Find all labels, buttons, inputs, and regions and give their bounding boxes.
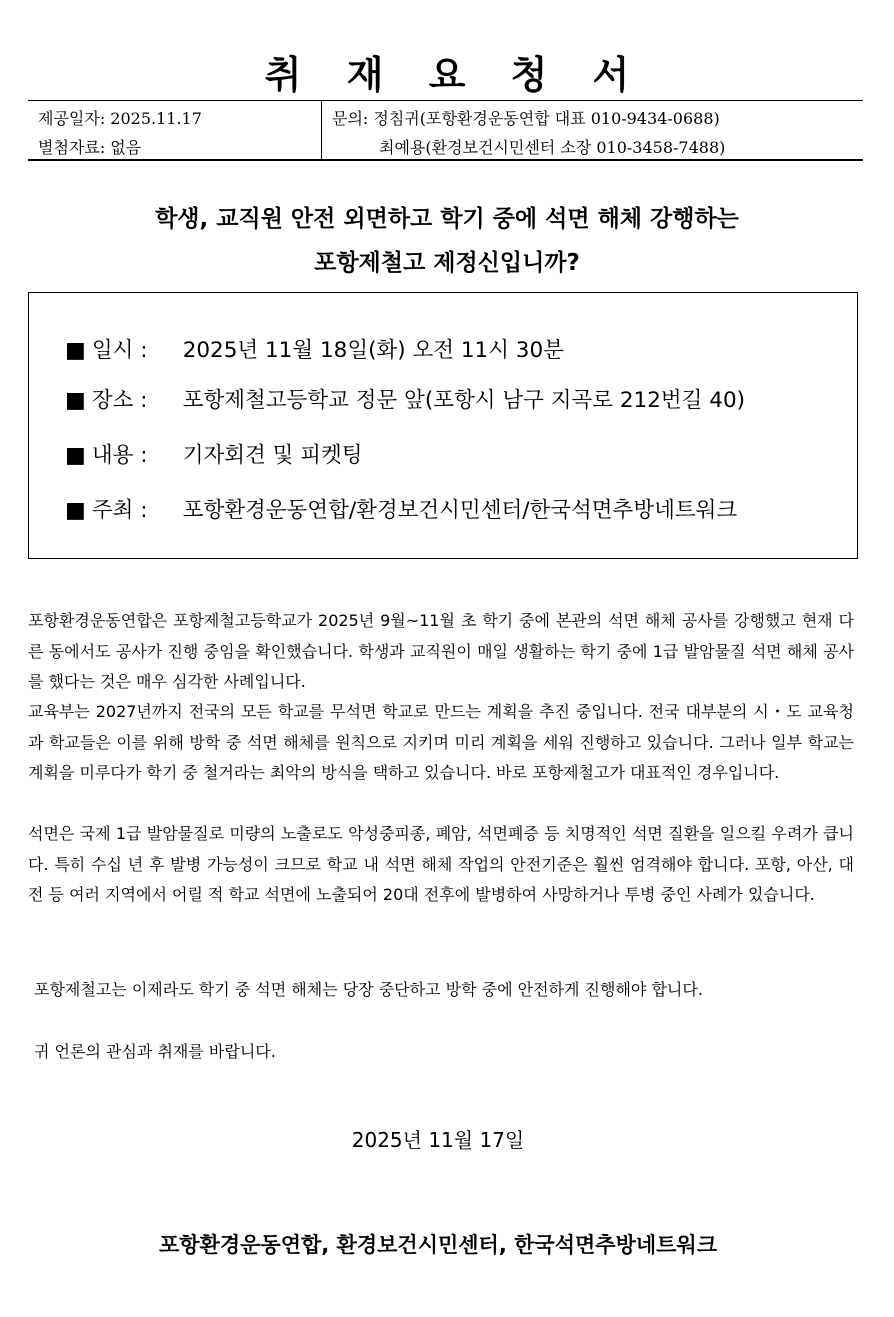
- document-title: 취 재 요 청 서: [264, 52, 646, 97]
- body-paragraph-2: 교육부는 2027년까지 전국의 모든 학교를 무석면 학교로 만드는 계획을 추진 중입니다. 전국 대부분의 시・도 교육청과 학교들은 이를 위해 방학 중 석면 해체를 원칙으로 지키며 미리 계획을 세워 진행하고 있습니다. 그러나 일부 학교는 계획을 미루다가 학기 중 철거라는 최악의 방식을 택하고 있습니다. 바로 포항제철고가 대표적인 경우입니다.: [28, 702, 854, 782]
- body-paragraph-3: 석면은 국제 1급 발암물질로 미량의 노출로도 악성중피종, 폐암, 석면폐증 등 치명적인 석면 질환을 일으킬 우려가 큽니다. 특히 수십 년 후 발병 가능성이 크므로 학교 내 석면 해체 작업의 안전기준은 훨씬 엄격해야 합니다. 포항, 아산, 대전 등 여러 지역에서 어릴 적 학교 석면에 노출되어 20대 전후에 발병하여 사망하거나 투병 중인 사례가 있습니다.: [28, 824, 854, 904]
- event-info-box: [28, 292, 858, 559]
- square-bullet-icon: ■: [65, 338, 86, 363]
- event-value: 포항환경운동연합/환경보건시민센터/한국석면추방네트워크: [182, 498, 738, 523]
- provided-date: 제공일자: 2025.11.17: [38, 109, 202, 128]
- event-row-location: [65, 383, 745, 414]
- event-row-host: [65, 493, 737, 524]
- headline-line-1: 학생, 교직원 안전 외면하고 학기 중에 석면 해체 강행하는: [155, 206, 739, 232]
- document-date: 2025년 11월 17일: [351, 1128, 525, 1152]
- event-row-datetime: [65, 333, 564, 364]
- contact-primary: 문의: 정침귀(포항환경운동연합 대표 010-9434-0688): [332, 109, 720, 128]
- event-label: 장소 :: [91, 388, 148, 413]
- event-label: 주최 :: [91, 498, 148, 523]
- event-value: 기자회견 및 피켓팅: [182, 443, 363, 468]
- organizations-signature: 포항환경운동연합, 환경보건시민센터, 한국석면추방네트워크: [158, 1233, 717, 1257]
- body-paragraph-1: 포항환경운동연합은 포항제철고등학교가 2025년 9월~11월 초 학기 중에 본관의 석면 해체 공사를 강행했고 현재 다른 동에서도 공사가 진행 중임을 확인했습니다. 학생과 교직원이 매일 생활하는 학기 중에 1급 발암물질 석면 해체 공사를 했다는 것은 매우 심각한 사례입니다.: [28, 611, 854, 691]
- square-bullet-icon: ■: [65, 498, 86, 523]
- event-label: 일시 :: [91, 338, 148, 363]
- event-value: 2025년 11월 18일(화) 오전 11시 30분: [182, 338, 564, 363]
- event-label: 내용 :: [91, 443, 148, 468]
- square-bullet-icon: ■: [65, 443, 86, 468]
- attachments: 별첨자료: 없음: [38, 138, 142, 157]
- event-row-content: [65, 438, 363, 469]
- info-divider: [321, 101, 322, 159]
- square-bullet-icon: ■: [65, 388, 86, 413]
- body-paragraph-4: 포항제철고는 이제라도 학기 중 석면 해체는 당장 중단하고 방학 중에 안전하게 진행해야 합니다.: [34, 980, 703, 999]
- event-value: 포항제철고등학교 정문 앞(포항시 남구 지곡로 212번길 40): [182, 388, 746, 413]
- contact-secondary: 최예용(환경보건시민센터 소장 010-3458-7488): [379, 138, 726, 157]
- body-paragraph-5: 귀 언론의 관심과 취재를 바랍니다.: [34, 1042, 276, 1061]
- headline-line-2: 포항제철고 제정신입니까?: [314, 250, 580, 276]
- info-table: [28, 100, 863, 161]
